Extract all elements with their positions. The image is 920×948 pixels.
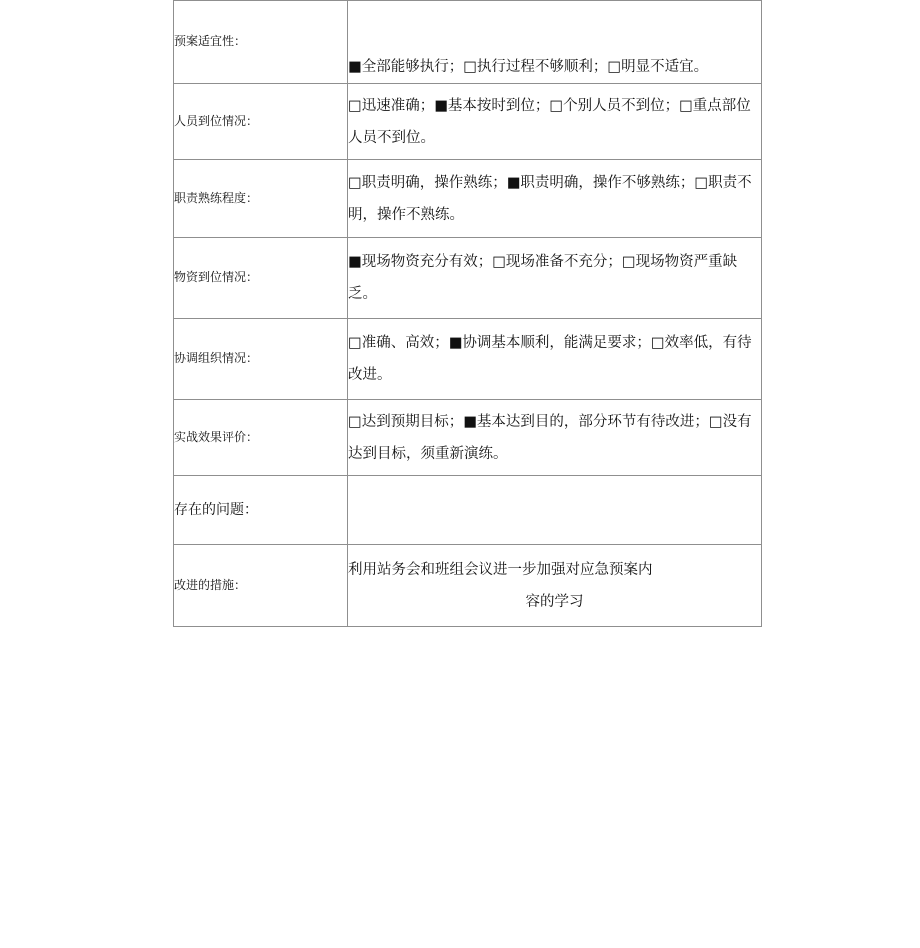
value-text: ■全部能够执行；□执行过程不够顺利；□明显不适宜。 bbox=[348, 59, 709, 75]
table-row bbox=[174, 476, 762, 545]
label-duty-proficiency: 职责熟练程度： bbox=[174, 160, 348, 238]
value-duty-proficiency: □职责明确，操作熟练；■职责明确，操作不够熟练；□职责不明，操作不熟练。 bbox=[348, 160, 762, 238]
value-material-arrival: ■现场物资充分有效；□现场准备不充分；□现场物资严重缺乏。 bbox=[348, 238, 762, 319]
table-row bbox=[174, 238, 762, 319]
improvement-line-1: 利用站务会和班组会议进一步加强对应急预案内 bbox=[348, 561, 653, 578]
value-existing-problems bbox=[348, 476, 762, 545]
table-row bbox=[174, 160, 762, 238]
value-plan-suitability bbox=[348, 1, 762, 84]
table-row bbox=[174, 319, 762, 400]
label-existing-problems: 存在的问题： bbox=[174, 476, 348, 545]
value-personnel-arrival: □迅速准确；■基本按时到位；□个别人员不到位；□重点部位人员不到位。 bbox=[348, 84, 762, 160]
improvement-line-2: 容的学习 bbox=[525, 593, 584, 610]
label-material-arrival: 物资到位情况： bbox=[174, 238, 348, 319]
table-row bbox=[174, 84, 762, 160]
label-plan-suitability: 预案适宜性： bbox=[174, 1, 348, 84]
value-actual-effect: □达到预期目标；■基本达到目的，部分环节有待改进；□没有达到目标，须重新演练。 bbox=[348, 400, 762, 476]
value-improvement-measures bbox=[348, 545, 762, 627]
label-coordination: 协调组织情况： bbox=[174, 319, 348, 400]
table-row bbox=[174, 400, 762, 476]
table-row bbox=[174, 545, 762, 627]
value-coordination: □准确、高效；■协调基本顺利，能满足要求；□效率低，有待改进。 bbox=[348, 319, 762, 400]
label-actual-effect: 实战效果评价： bbox=[174, 400, 348, 476]
drill-evaluation-table bbox=[173, 0, 762, 627]
label-personnel-arrival: 人员到位情况： bbox=[174, 84, 348, 160]
label-improvement-measures: 改进的措施： bbox=[174, 545, 348, 627]
table-row bbox=[174, 1, 762, 84]
